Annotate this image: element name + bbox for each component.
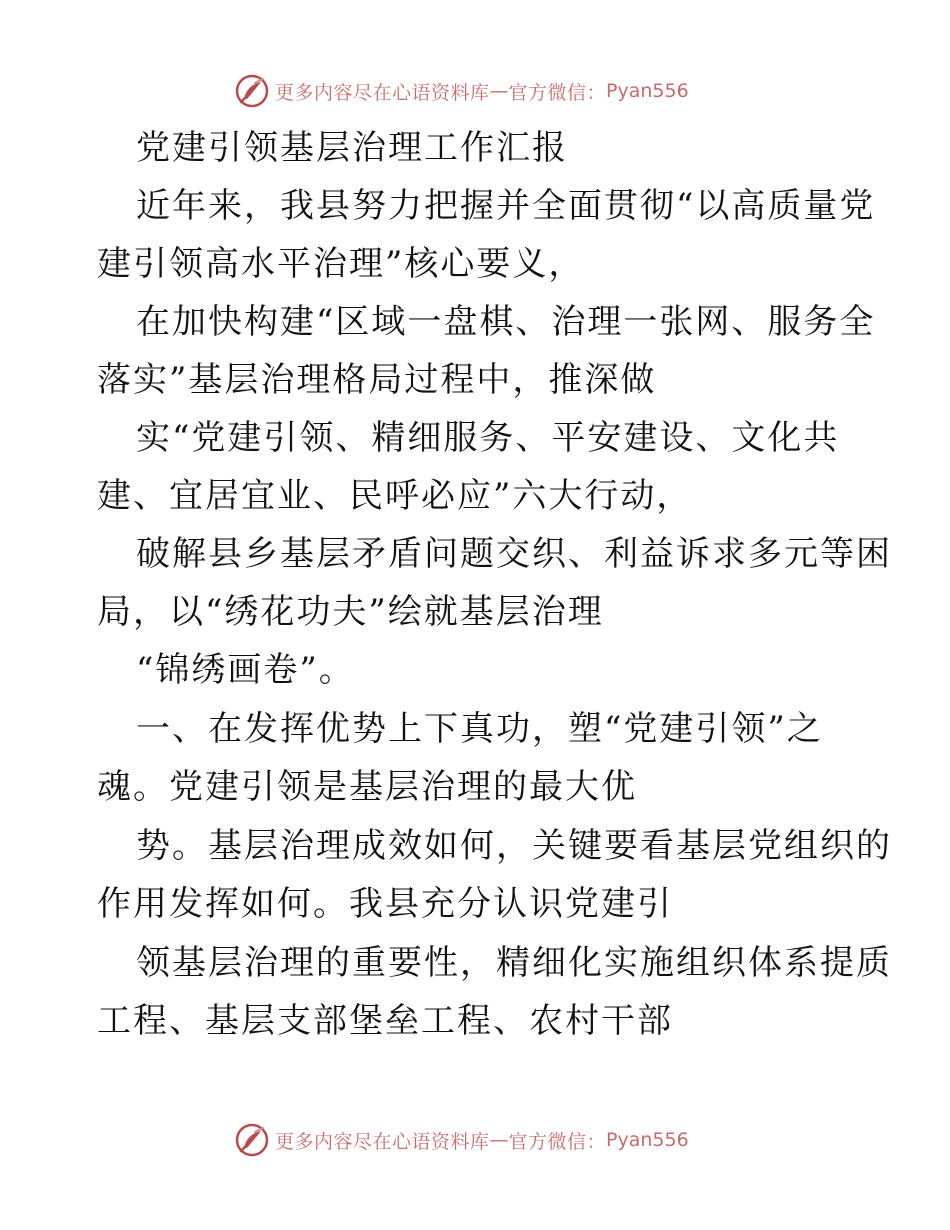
brand-logo-icon: [235, 1123, 269, 1157]
paragraph-line: “锦绣画卷”。: [136, 650, 355, 690]
header-watermark: [235, 73, 689, 109]
brand-logo-icon: [235, 74, 269, 108]
paragraph-line: 领基层治理的重要性，精细化实施组织体系提质: [136, 943, 892, 983]
section-heading-line: 一、在发挥优势上下真功，塑“党建引领”之: [136, 709, 823, 749]
paragraph-line: 势。基层治理成效如何，关键要看基层党组织的: [136, 826, 892, 866]
paragraph-line: 局，以“绣花功夫”绘就基层治理: [97, 592, 604, 632]
paragraph-line: 魂。党建引领是基层治理的最大优: [97, 767, 637, 807]
paragraph-line: 作用发挥如何。我县充分认识党建引: [97, 884, 673, 924]
watermark-wechat-id: Pyan556: [606, 1129, 689, 1151]
paragraph-line: 在加快构建“区域一盘棋、治理一张网、服务全: [136, 302, 876, 342]
watermark-wechat-id: Pyan556: [606, 80, 689, 102]
paragraph-line: 建、宜居宜业、民呼必应”六大行动，: [97, 476, 693, 516]
document-title: 党建引领基层治理工作汇报: [136, 128, 568, 168]
paragraph-line: 落实”基层治理格局过程中，推深做: [97, 360, 657, 400]
watermark-separator: —: [489, 80, 509, 102]
paragraph-line: 近年来，我县努力把握并全面贯彻“以高质量党: [136, 186, 876, 226]
paragraph-line: 破解县乡基层矛盾问题交织、利益诉求多元等困: [136, 534, 892, 574]
watermark-wechat-label: 官方微信：: [508, 81, 607, 104]
watermark-brand-text: 更多内容尽在心语资料库: [275, 1130, 490, 1153]
watermark-separator: —: [489, 1129, 509, 1151]
watermark-wechat-label: 官方微信：: [508, 1130, 607, 1153]
paragraph-line: 实“党建引领、精细服务、平安建设、文化共: [136, 418, 840, 458]
watermark-brand-text: 更多内容尽在心语资料库: [275, 81, 490, 104]
paragraph-line: 工程、基层支部堡垒工程、农村干部: [97, 1001, 673, 1041]
footer-watermark: [235, 1122, 689, 1158]
paragraph-line: 建引领高水平治理”核心要义，: [97, 244, 585, 284]
